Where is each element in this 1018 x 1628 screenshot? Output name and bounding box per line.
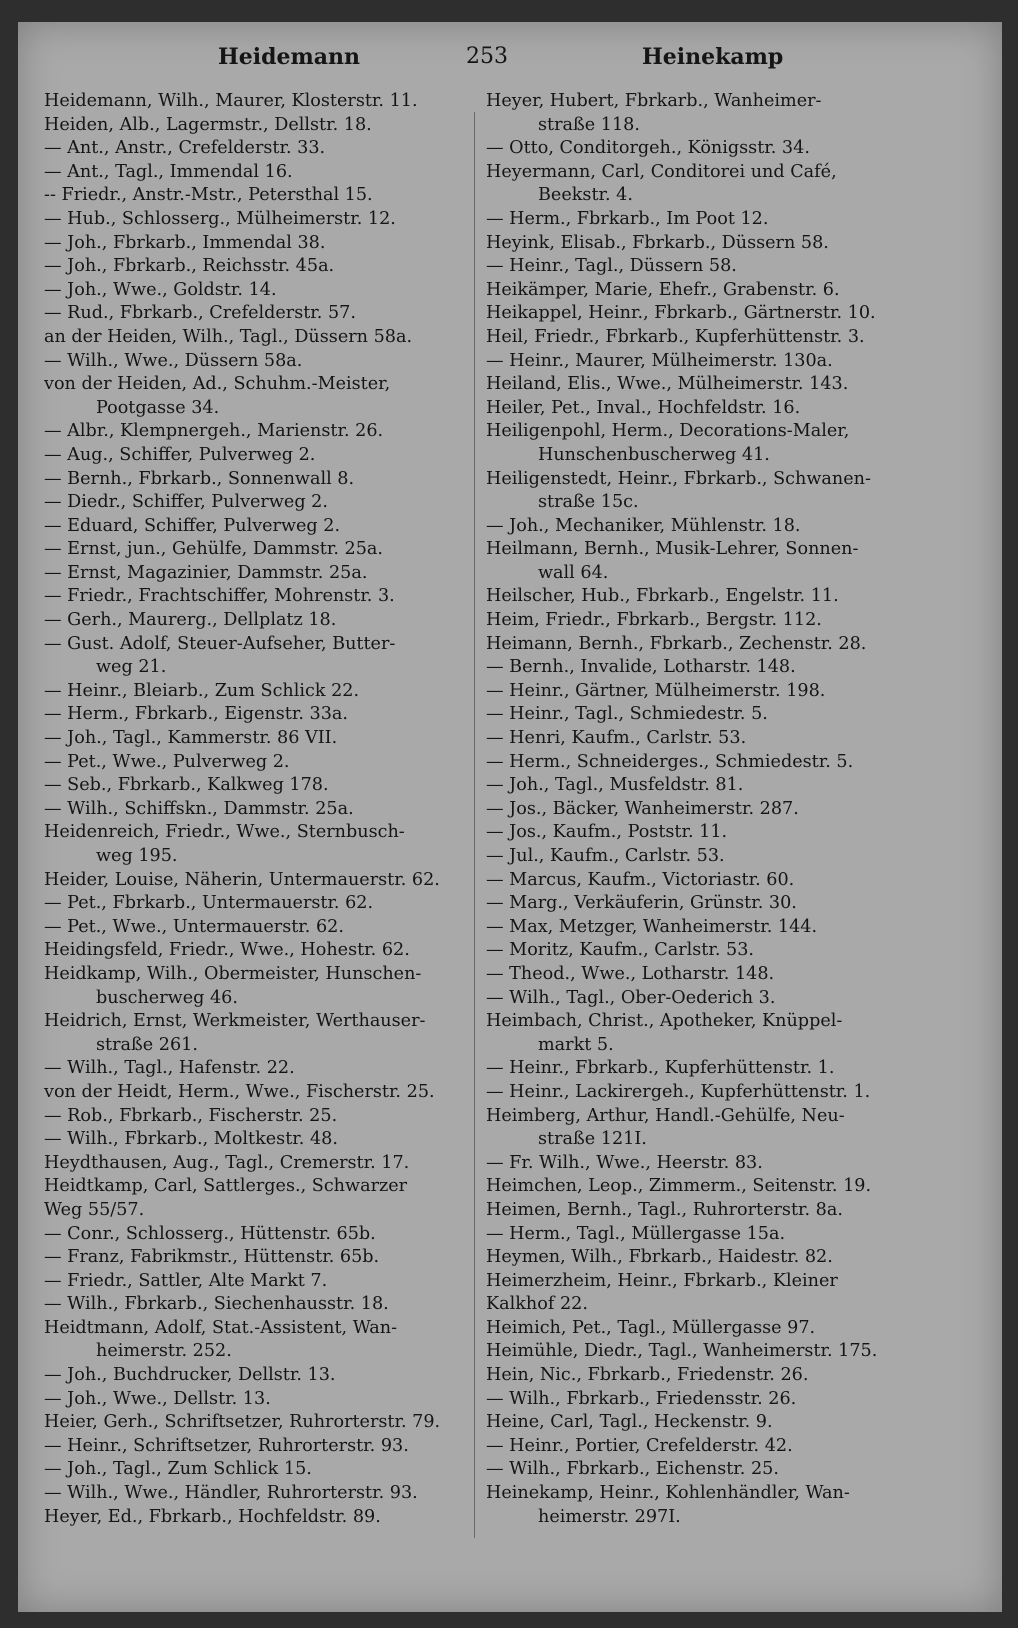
directory-entry: markt 5.	[538, 1034, 614, 1055]
header-right-guide-word: Heinekamp	[642, 44, 784, 70]
directory-entry: Heim, Friedr., Fbrkarb., Bergstr. 112.	[486, 610, 822, 631]
directory-entry: — Heinr., Tagl., Schmiedestr. 5.	[486, 704, 768, 725]
directory-entry: — Wilh., Schiffskn., Dammstr. 25a.	[44, 798, 354, 819]
directory-entry: — Jos., Kaufm., Poststr. 11.	[486, 822, 728, 843]
directory-entry: — Heinr., Gärtner, Mülheimerstr. 198.	[486, 680, 826, 701]
directory-entry: — Heinr., Maurer, Mülheimerstr. 130a.	[486, 350, 833, 371]
directory-entry: — Bernh., Invalide, Lotharstr. 148.	[486, 657, 796, 678]
directory-entry: — Pet., Fbrkarb., Untermauerstr. 62.	[44, 893, 374, 914]
directory-entry: — Friedr., Frachtschiffer, Mohrenstr. 3.	[44, 586, 395, 607]
directory-entry: — Eduard, Schiffer, Pulverweg 2.	[44, 515, 341, 536]
directory-entry: — Herm., Tagl., Müllergasse 15a.	[486, 1223, 786, 1244]
directory-entry: — Aug., Schiffer, Pulverweg 2.	[44, 444, 316, 465]
directory-entry: — Marcus, Kaufm., Victoriastr. 60.	[486, 869, 795, 890]
directory-entry: Heyer, Hubert, Fbrkarb., Wanheimer-	[486, 91, 822, 111]
directory-entry: — Joh., Buchdrucker, Dellstr. 13.	[44, 1365, 336, 1386]
directory-entry: — Wilh., Fbrkarb., Eichenstr. 25.	[486, 1459, 779, 1480]
directory-entry: — Henri, Kaufm., Carlstr. 53.	[486, 728, 747, 749]
directory-entry: Heilmann, Bernh., Musik-Lehrer, Sonnen-	[486, 539, 859, 560]
directory-entry: Heyermann, Carl, Conditorei und Café,	[486, 161, 837, 182]
directory-entry: Heier, Gerh., Schriftsetzer, Ruhrorterstr. 79.	[44, 1412, 441, 1433]
directory-entry: heimerstr. 297I.	[538, 1506, 681, 1527]
directory-entry: Hein, Nic., Fbrkarb., Friedenstr. 26.	[486, 1365, 809, 1386]
directory-entry: — Jul., Kaufm., Carlstr. 53.	[486, 846, 725, 866]
directory-entry: — Joh., Fbrkarb., Immendal 38.	[44, 232, 326, 253]
directory-entry: Heidemann, Wilh., Maurer, Klosterstr. 11.	[44, 91, 418, 111]
directory-entry: Heidtkamp, Carl, Sattlerges., Schwarzer	[44, 1176, 408, 1197]
directory-entry: Heiligenpohl, Herm., Decorations-Maler,	[486, 421, 850, 442]
directory-entry: — Heinr., Tagl., Düssern 58.	[486, 256, 737, 277]
directory-entry: — Joh., Tagl., Zum Schlick 15.	[44, 1459, 312, 1480]
right-column	[486, 90, 974, 1529]
directory-entry: Heimann, Bernh., Fbrkarb., Zechenstr. 28.	[486, 633, 867, 654]
directory-entry: Heyer, Ed., Fbrkarb., Hochfeldstr. 89.	[44, 1506, 381, 1527]
directory-entry: — Joh., Tagl., Kammerstr. 86 VII.	[44, 728, 338, 749]
directory-entry: Heimühle, Diedr., Tagl., Wanheimerstr. 175.	[486, 1341, 878, 1362]
directory-entry: Heider, Louise, Näherin, Untermauerstr. 62.	[44, 869, 440, 890]
directory-entry: Heinekamp, Heinr., Kohlenhändler, Wan-	[486, 1483, 850, 1504]
directory-entry: Heidenreich, Friedr., Wwe., Sternbusch-	[44, 822, 405, 843]
directory-entry: — Otto, Conditorgeh., Königsstr. 34.	[486, 138, 810, 159]
directory-entry: Heidkamp, Wilh., Obermeister, Hunschen-	[44, 963, 422, 984]
directory-entry: — Seb., Fbrkarb., Kalkweg 178.	[44, 775, 329, 796]
directory-entry: — Ant., Tagl., Immendal 16.	[44, 161, 293, 182]
directory-entry: Heil, Friedr., Fbrkarb., Kupferhüttenstr. 3.	[486, 326, 865, 347]
directory-entry: — Wilh., Tagl., Hafenstr. 22.	[44, 1058, 295, 1079]
directory-entry: — Fr. Wilh., Wwe., Heerstr. 83.	[486, 1152, 763, 1173]
directory-entry: — Pet., Wwe., Pulverweg 2.	[44, 751, 290, 772]
directory-entry: — Gerh., Maurerg., Dellplatz 18.	[44, 610, 337, 631]
directory-entry: — Marg., Verkäuferin, Grünstr. 30.	[486, 893, 797, 914]
directory-entry: — Wilh., Wwe., Händler, Ruhrorterstr. 93.	[44, 1483, 418, 1504]
directory-entry: weg 195.	[96, 846, 178, 866]
directory-entry: straße 261.	[96, 1034, 198, 1055]
left-column	[44, 90, 484, 1529]
directory-entry: von der Heiden, Ad., Schuhm.-Meister,	[44, 374, 391, 395]
directory-entry: Heiden, Alb., Lagermstr., Dellstr. 18.	[44, 114, 372, 135]
directory-entry: Kalkhof 22.	[486, 1294, 588, 1315]
directory-entry: — Ernst, Magazinier, Dammstr. 25a.	[44, 562, 368, 583]
directory-entry: Heimerzheim, Heinr., Fbrkarb., Kleiner	[486, 1270, 838, 1291]
directory-entry: Heidrich, Ernst, Werkmeister, Werthauser-	[44, 1011, 426, 1032]
directory-entry: Heidingsfeld, Friedr., Wwe., Hohestr. 62.	[44, 940, 410, 961]
directory-entry: — Joh., Mechaniker, Mühlenstr. 18.	[486, 515, 801, 536]
directory-entry: — Herm., Fbrkarb., Eigenstr. 33a.	[44, 704, 348, 725]
directory-entry: — Bernh., Fbrkarb., Sonnenwall 8.	[44, 468, 355, 489]
directory-entry: — Ernst, jun., Gehülfe, Dammstr. 25a.	[44, 539, 384, 560]
directory-entry: — Heinr., Lackirergeh., Kupferhüttenstr. 1.	[486, 1081, 871, 1102]
directory-entry: — Franz, Fabrikmstr., Hüttenstr. 65b.	[44, 1247, 380, 1268]
directory-entry: Weg 55/57.	[44, 1199, 145, 1220]
directory-entry: Heimberg, Arthur, Handl.-Gehülfe, Neu-	[486, 1105, 845, 1126]
directory-entry: Heimchen, Leop., Zimmerm., Seitenstr. 19.	[486, 1176, 872, 1197]
directory-entry: Heikappel, Heinr., Fbrkarb., Gärtnerstr. 10.	[486, 303, 876, 324]
directory-entry: Heimen, Bernh., Tagl., Ruhrorterstr. 8a.	[486, 1199, 843, 1220]
directory-entry: Heyink, Elisab., Fbrkarb., Düssern 58.	[486, 232, 829, 253]
directory-entry: — Herm., Fbrkarb., Im Poot 12.	[486, 208, 769, 229]
directory-entry: Heydthausen, Aug., Tagl., Cremerstr. 17.	[44, 1152, 410, 1173]
directory-entry: — Gust. Adolf, Steuer-Aufseher, Butter-	[44, 633, 396, 654]
directory-entry: an der Heiden, Wilh., Tagl., Düssern 58a.	[44, 326, 413, 347]
directory-entry: — Rob., Fbrkarb., Fischerstr. 25.	[44, 1105, 338, 1126]
directory-entry: — Heinr., Portier, Crefelderstr. 42.	[486, 1435, 793, 1456]
directory-entry: -- Friedr., Anstr.-Mstr., Petersthal 15.	[44, 185, 373, 206]
directory-entry: Beekstr. 4.	[538, 185, 633, 206]
directory-entry: von der Heidt, Herm., Wwe., Fischerstr. 25.	[44, 1081, 435, 1102]
directory-entry: — Heinr., Fbrkarb., Kupferhüttenstr. 1.	[486, 1058, 835, 1079]
directory-entry: — Joh., Fbrkarb., Reichsstr. 45a.	[44, 256, 335, 277]
directory-entry: — Diedr., Schiffer, Pulverweg 2.	[44, 492, 328, 513]
page-header	[18, 44, 1002, 78]
directory-entry: heimerstr. 252.	[96, 1341, 232, 1362]
directory-entry: — Max, Metzger, Wanheimerstr. 144.	[486, 916, 818, 937]
header-left-guide-word: Heidemann	[218, 44, 361, 70]
directory-entry: — Jos., Bäcker, Wanheimerstr. 287.	[486, 798, 799, 819]
directory-entry: — Joh., Wwe., Dellstr. 13.	[44, 1388, 271, 1409]
directory-entry: — Wilh., Fbrkarb., Moltkestr. 48.	[44, 1129, 338, 1150]
directory-entry: — Friedr., Sattler, Alte Markt 7.	[44, 1270, 328, 1291]
directory-entry: — Heinr., Schriftsetzer, Ruhrorterstr. 93.	[44, 1435, 409, 1456]
directory-entry: Heilscher, Hub., Fbrkarb., Engelstr. 11.	[486, 586, 839, 607]
directory-entry: — Conr., Schlosserg., Hüttenstr. 65b.	[44, 1223, 376, 1244]
directory-entry: straße 15c.	[538, 492, 639, 513]
directory-page	[18, 22, 1002, 1612]
directory-entry: buscherweg 46.	[96, 987, 238, 1008]
directory-entry: wall 64.	[538, 562, 609, 583]
directory-entry: straße 121I.	[538, 1129, 647, 1150]
directory-entry: Heikämper, Marie, Ehefr., Grabenstr. 6.	[486, 279, 840, 300]
directory-entry: Heine, Carl, Tagl., Heckenstr. 9.	[486, 1412, 773, 1433]
directory-entry: Heymen, Wilh., Fbrkarb., Haidestr. 82.	[486, 1247, 833, 1268]
directory-entry: — Herm., Schneiderges., Schmiedestr. 5.	[486, 751, 854, 772]
directory-entry: Heidtmann, Adolf, Stat.-Assistent, Wan-	[44, 1317, 398, 1338]
directory-entry: Heiler, Pet., Inval., Hochfeldstr. 16.	[486, 397, 801, 418]
directory-entry: — Wilh., Wwe., Düssern 58a.	[44, 350, 303, 371]
directory-entry: — Joh., Wwe., Goldstr. 14.	[44, 279, 277, 300]
directory-entry: — Hub., Schlosserg., Mülheimerstr. 12.	[44, 208, 396, 229]
directory-entry: Pootgasse 34.	[96, 397, 220, 418]
directory-entry: — Wilh., Fbrkarb., Siechenhausstr. 18.	[44, 1294, 389, 1315]
directory-entry: — Theod., Wwe., Lotharstr. 148.	[486, 963, 775, 984]
directory-entry: straße 118.	[538, 114, 640, 135]
directory-entry: — Wilh., Fbrkarb., Friedensstr. 26.	[486, 1388, 797, 1409]
directory-entry: Heiligenstedt, Heinr., Fbrkarb., Schwanen-	[486, 468, 871, 489]
directory-entry: — Moritz, Kaufm., Carlstr. 53.	[486, 940, 755, 961]
directory-entry: — Pet., Wwe., Untermauerstr. 62.	[44, 916, 344, 937]
directory-entry: Heimbach, Christ., Apotheker, Knüppel-	[486, 1011, 843, 1032]
directory-entry: Hunschenbuscherweg 41.	[538, 444, 770, 465]
directory-entry: — Joh., Tagl., Musfeldstr. 81.	[486, 775, 744, 796]
directory-entry: — Wilh., Tagl., Ober-Oederich 3.	[486, 987, 776, 1008]
directory-entry: Heimich, Pet., Tagl., Müllergasse 97.	[486, 1317, 816, 1338]
directory-entry: — Rud., Fbrkarb., Crefelderstr. 57.	[44, 303, 356, 324]
page-number: 253	[466, 44, 508, 69]
directory-entry: — Albr., Klempnergeh., Marienstr. 26.	[44, 421, 384, 442]
directory-entry: Heiland, Elis., Wwe., Mülheimerstr. 143.	[486, 374, 849, 395]
directory-entry: — Ant., Anstr., Crefelderstr. 33.	[44, 138, 326, 159]
directory-entry: weg 21.	[96, 657, 167, 678]
directory-entry: — Heinr., Bleiarb., Zum Schlick 22.	[44, 680, 360, 701]
